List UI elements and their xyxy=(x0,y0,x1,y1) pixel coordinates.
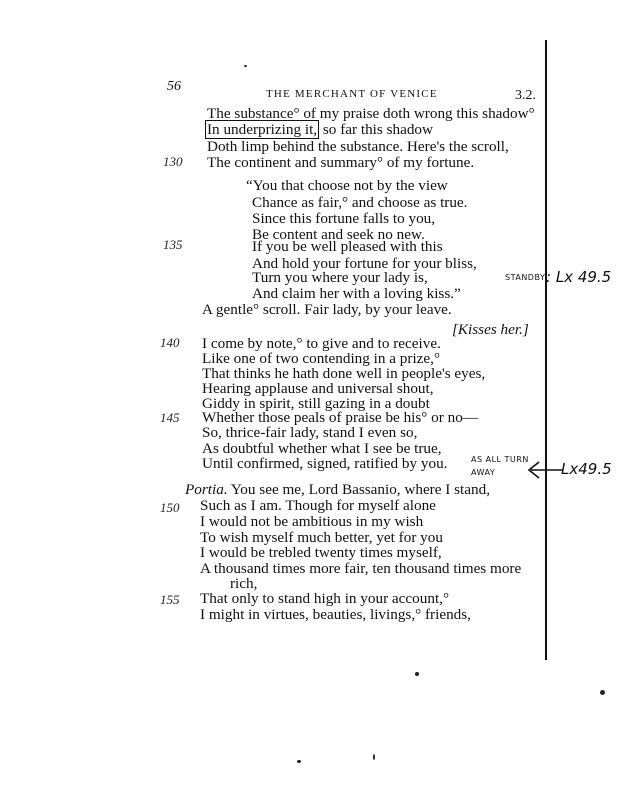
scan-speck xyxy=(297,760,301,763)
verse-line: To wish myself much better, yet for you xyxy=(200,529,443,546)
scan-speck xyxy=(600,690,605,695)
speech-start xyxy=(185,482,490,497)
scan-speck xyxy=(244,65,247,67)
verse-line: I would be trebled twenty times myself, xyxy=(200,544,442,561)
verse-line: The substance° of my praise doth wrong this shadow° xyxy=(207,105,535,122)
scroll-line: If you be well pleased with this xyxy=(252,238,443,255)
scroll-line: And hold your fortune for your bliss, xyxy=(252,255,477,272)
verse-line: So, thrice-fair lady, stand I even so, xyxy=(202,424,418,441)
act-scene-label: 3.2. xyxy=(515,88,536,103)
handwritten-note: AWAY xyxy=(471,468,496,477)
scroll-line: Turn you where your lady is, xyxy=(252,269,428,286)
verse-line-continuation: rich, xyxy=(230,575,258,592)
line-number: 155 xyxy=(160,592,180,607)
verse-line-rest: so far this shadow xyxy=(319,121,433,138)
handwritten-cue: Lx49.5 xyxy=(561,460,612,478)
scroll-line: Be content and seek no new. xyxy=(252,226,425,243)
verse-line: Doth limp behind the substance. Here's the scroll, xyxy=(207,138,509,155)
cue-arrow-icon xyxy=(525,458,565,482)
verse-line: Hearing applause and universal shout, xyxy=(202,380,434,397)
line-number: 130 xyxy=(163,154,183,169)
verse-line-rest: You see me, Lord Bassanio, where I stand, xyxy=(227,481,490,498)
verse-line: I might in virtues, beauties, livings,° friends, xyxy=(200,606,471,623)
scroll-line: Chance as fair,° and choose as true. xyxy=(252,194,468,211)
speaker-name: Portia. xyxy=(185,481,228,498)
handwritten-note: AS ALL TURN xyxy=(471,455,529,464)
verse-line: Like one of two contending in a prize,° xyxy=(202,350,441,367)
margin-rule xyxy=(545,40,547,660)
bracketed-phrase: In underprizing it, xyxy=(207,121,318,138)
verse-line: A gentle° scroll. Fair lady, by your leave. xyxy=(202,301,452,318)
line-number: 150 xyxy=(160,500,180,515)
verse-line: Until confirmed, signed, ratified by you. xyxy=(202,455,448,472)
verse-line: That only to stand high in your account,° xyxy=(200,590,450,607)
verse-line: Such as I am. Though for myself alone xyxy=(200,497,436,514)
page-number: 56 xyxy=(167,79,181,94)
handwritten-standby: STANDBY xyxy=(505,273,546,282)
verse-line: As doubtful whether what I see be true, xyxy=(202,440,442,457)
verse-line: Whether those peals of praise be his° or no— xyxy=(202,409,478,426)
verse-line: I would not be ambitious in my wish xyxy=(200,513,424,530)
verse-line: The continent and summary° of my fortune. xyxy=(207,154,475,171)
line-number: 140 xyxy=(160,335,180,350)
scroll-line: Since this fortune falls to you, xyxy=(252,210,436,227)
running-head: THE MERCHANT OF VENICE xyxy=(266,88,438,100)
line-number: 145 xyxy=(160,410,180,425)
verse-line: That thinks he hath done well in people's eyes, xyxy=(202,365,486,382)
scroll-line: “You that choose not by the view xyxy=(246,177,448,194)
verse-line: Giddy in spirit, still gazing in a doubt xyxy=(202,395,430,412)
stage-direction: [Kisses her.] xyxy=(452,321,529,338)
line-number: 135 xyxy=(163,237,183,252)
verse-line: A thousand times more fair, ten thousand times more xyxy=(200,560,522,577)
verse-line: I come by note,° to give and to receive. xyxy=(202,335,441,352)
handwritten-cue: : Lx 49.5 xyxy=(546,268,612,286)
verse-line-marked xyxy=(205,122,433,137)
scroll-line: And claim her with a loving kiss.” xyxy=(252,285,461,302)
scan-speck xyxy=(415,672,419,676)
scan-speck xyxy=(373,754,375,760)
